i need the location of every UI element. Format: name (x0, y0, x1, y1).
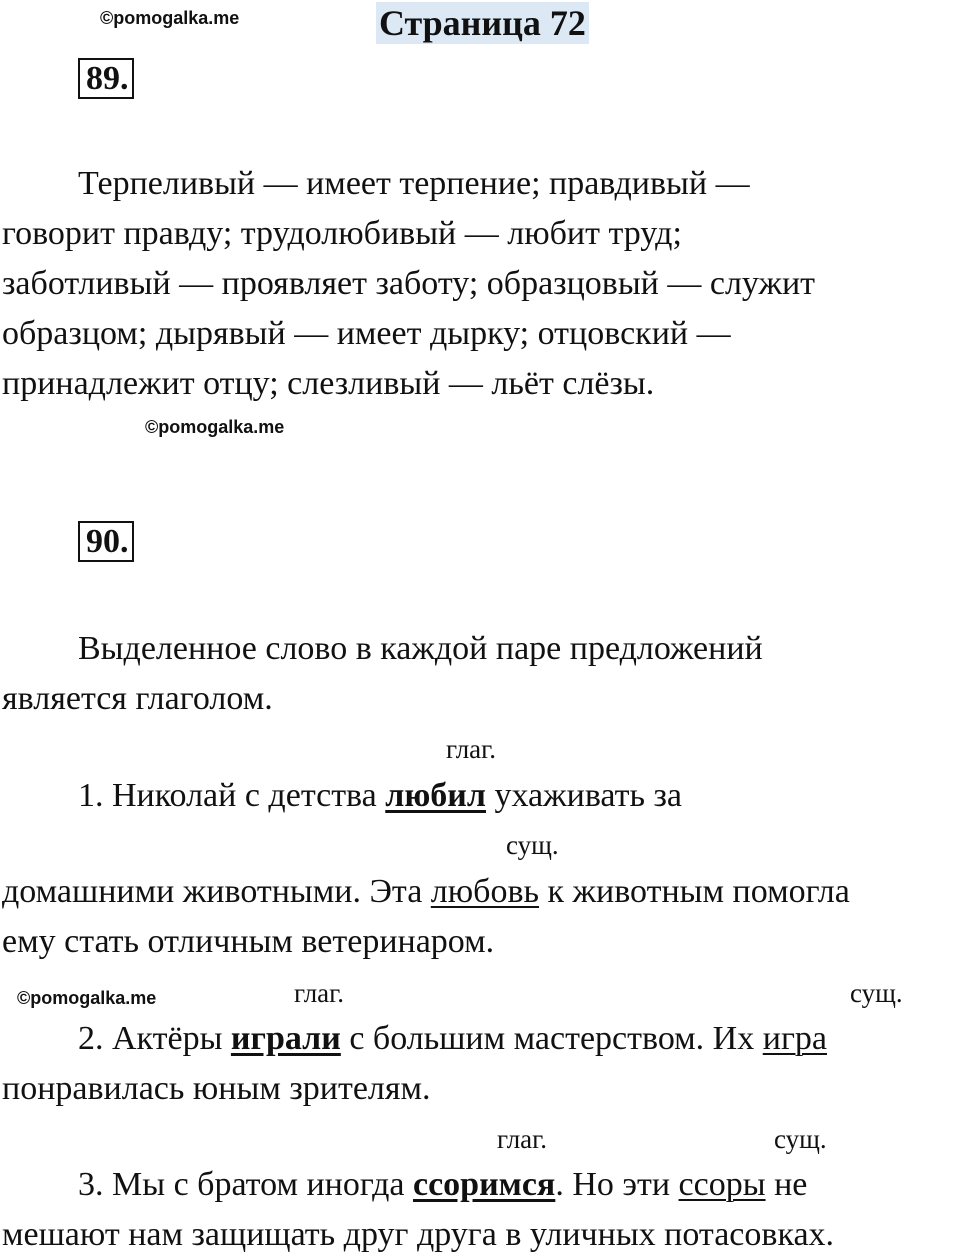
exercise-number-89: 89. (78, 58, 134, 99)
text-line: Терпеливый — имеет терпение; правдивый — (78, 165, 750, 202)
noun-label: сущ. (506, 830, 559, 860)
text-line: образцом; дырявый — имеет дырку; отцовский — (2, 315, 731, 352)
watermark: ©pomogalka.me (17, 988, 157, 1008)
underlined-noun: любовь (430, 873, 540, 910)
highlighted-verb: играли (230, 1020, 341, 1057)
highlighted-verb: любил (385, 777, 486, 814)
intro-line: является глаголом. (2, 680, 273, 717)
sentence-line: ему стать отличным ветеринаром. (2, 923, 495, 960)
verb-label: глаг. (294, 978, 344, 1008)
text-segment: домашними животными. Эта (2, 873, 431, 910)
sentence-line (78, 776, 682, 816)
text-line: принадлежит отцу; слезливый — льёт слёзы. (2, 365, 655, 402)
text-segment: с большим мастерством. Их (340, 1020, 763, 1057)
watermark: ©pomogalka.me (145, 417, 285, 437)
underlined-noun: ссоры (678, 1166, 766, 1203)
exercise-number-90: 90. (78, 521, 134, 562)
text-line: заботливый — проявляет заботу; образцовый — служит (2, 265, 816, 302)
noun-label: сущ. (774, 1124, 827, 1154)
sentence-line: мешают нам защищать друг друга в уличных потасовках. (2, 1216, 835, 1253)
watermark: ©pomogalka.me (100, 8, 240, 28)
text-segment: 2. Актёры (78, 1020, 231, 1057)
text-line: говорит правду; трудолюбивый — любит труд; (2, 215, 682, 252)
verb-label: глаг. (497, 1124, 547, 1154)
text-segment: . Но эти (555, 1166, 679, 1203)
text-segment: 3. Мы с братом иногда (78, 1166, 413, 1203)
intro-line: Выделенное слово в каждой паре предложений (78, 630, 763, 667)
sentence-line: понравилась юным зрителям. (2, 1070, 431, 1107)
sentence-line (78, 1165, 807, 1205)
text-segment: 1. Николай с детства (78, 777, 386, 814)
noun-label: сущ. (850, 978, 903, 1008)
text-segment: к животным помогла (539, 873, 850, 910)
text-segment: не (765, 1166, 808, 1203)
underlined-noun: игра (762, 1020, 827, 1057)
sentence-line (78, 1019, 827, 1059)
highlighted-verb: ссоримся (413, 1166, 556, 1203)
page-title: Страница 72 (376, 2, 589, 44)
verb-label: глаг. (446, 734, 496, 764)
sentence-line (2, 872, 850, 912)
text-segment: ухаживать за (485, 777, 683, 814)
